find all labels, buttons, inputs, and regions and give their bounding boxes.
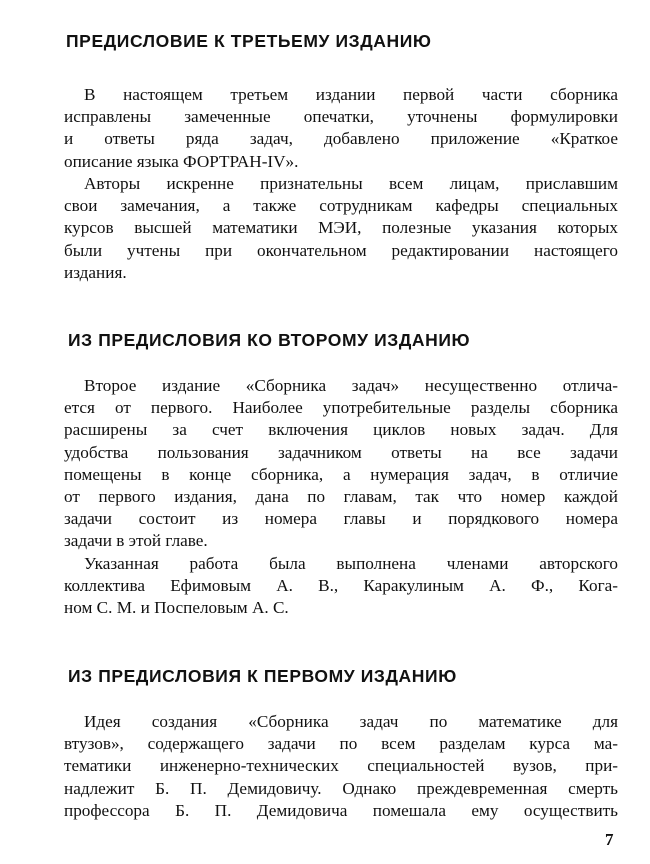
text-line: ется от первого. Наиболее употребительные разделы сборника — [64, 398, 618, 418]
text-line: и ответы ряда задач, добавлено приложение «Краткое — [64, 129, 618, 149]
text-line: Авторы искренне признательны всем лицам, приславшим — [84, 174, 618, 193]
text-line: В настоящем третьем издании первой части сборника — [84, 85, 618, 104]
preface-second-paragraph-2 — [64, 553, 618, 620]
preface-third-paragraph-1 — [64, 84, 618, 173]
text-line: расширены за счет включения циклов новых задач. Для — [64, 420, 618, 440]
heading-preface-third-edition: ПРЕДИСЛОВИЕ К ТРЕТЬЕМУ ИЗДАНИЮ — [66, 31, 432, 51]
text-line: курсов высшей математики МЭИ, полезные указания которых — [64, 218, 618, 238]
text-line: издания. — [64, 262, 127, 282]
text-line: Идея создания «Сборника задач по математике для — [84, 712, 618, 731]
text-line: ном С. М. и Поспеловым А. С. — [64, 598, 289, 618]
text-line: коллектива Ефимовым А. В., Каракулиным А. Ф., Кога- — [64, 576, 618, 596]
text-line: задачи в этой главе. — [64, 531, 208, 551]
page-number: 7 — [605, 830, 614, 849]
text-line: от первого издания, дана по главам, так что номер каждой — [64, 487, 618, 507]
text-line: тематики инженерно-технических специальностей вузов, при- — [64, 756, 618, 776]
preface-second-paragraph-1 — [64, 375, 618, 553]
heading-preface-first-edition: ИЗ ПРЕДИСЛОВИЯ К ПЕРВОМУ ИЗДАНИЮ — [68, 666, 457, 686]
preface-third-paragraph-2 — [64, 173, 618, 284]
preface-first-paragraph-1 — [64, 711, 618, 822]
text-line: профессора Б. П. Демидовича помешала ему осуществить — [64, 800, 618, 820]
text-line: Указанная работа была выполнена членами авторского — [84, 554, 618, 573]
text-line: помещены в конце сборника, а нумерация задач, в отличие — [64, 464, 618, 484]
text-line: свои замечания, а также сотрудникам кафедры специальных — [64, 196, 618, 216]
text-line: Второе издание «Сборника задач» несущественно отлича- — [84, 376, 618, 395]
text-line: были учтены при окончательном редактировании настоящего — [64, 240, 618, 260]
text-line: задачи состоит из номера главы и порядкового номера — [64, 509, 618, 529]
text-line: надлежит Б. П. Демидовичу. Однако преждевременная смерть — [64, 778, 618, 798]
text-line: исправлены замеченные опечатки, уточнены формулировки — [64, 107, 618, 127]
text-line: удобства пользования задачником ответы на все задачи — [64, 442, 618, 462]
text-line: втузов», содержащего задачи по всем разделам курса ма- — [64, 734, 618, 754]
text-line: описание языка ФОРТРАН-IV». — [64, 151, 299, 171]
heading-preface-second-edition: ИЗ ПРЕДИСЛОВИЯ КО ВТОРОМУ ИЗДАНИЮ — [68, 330, 471, 350]
